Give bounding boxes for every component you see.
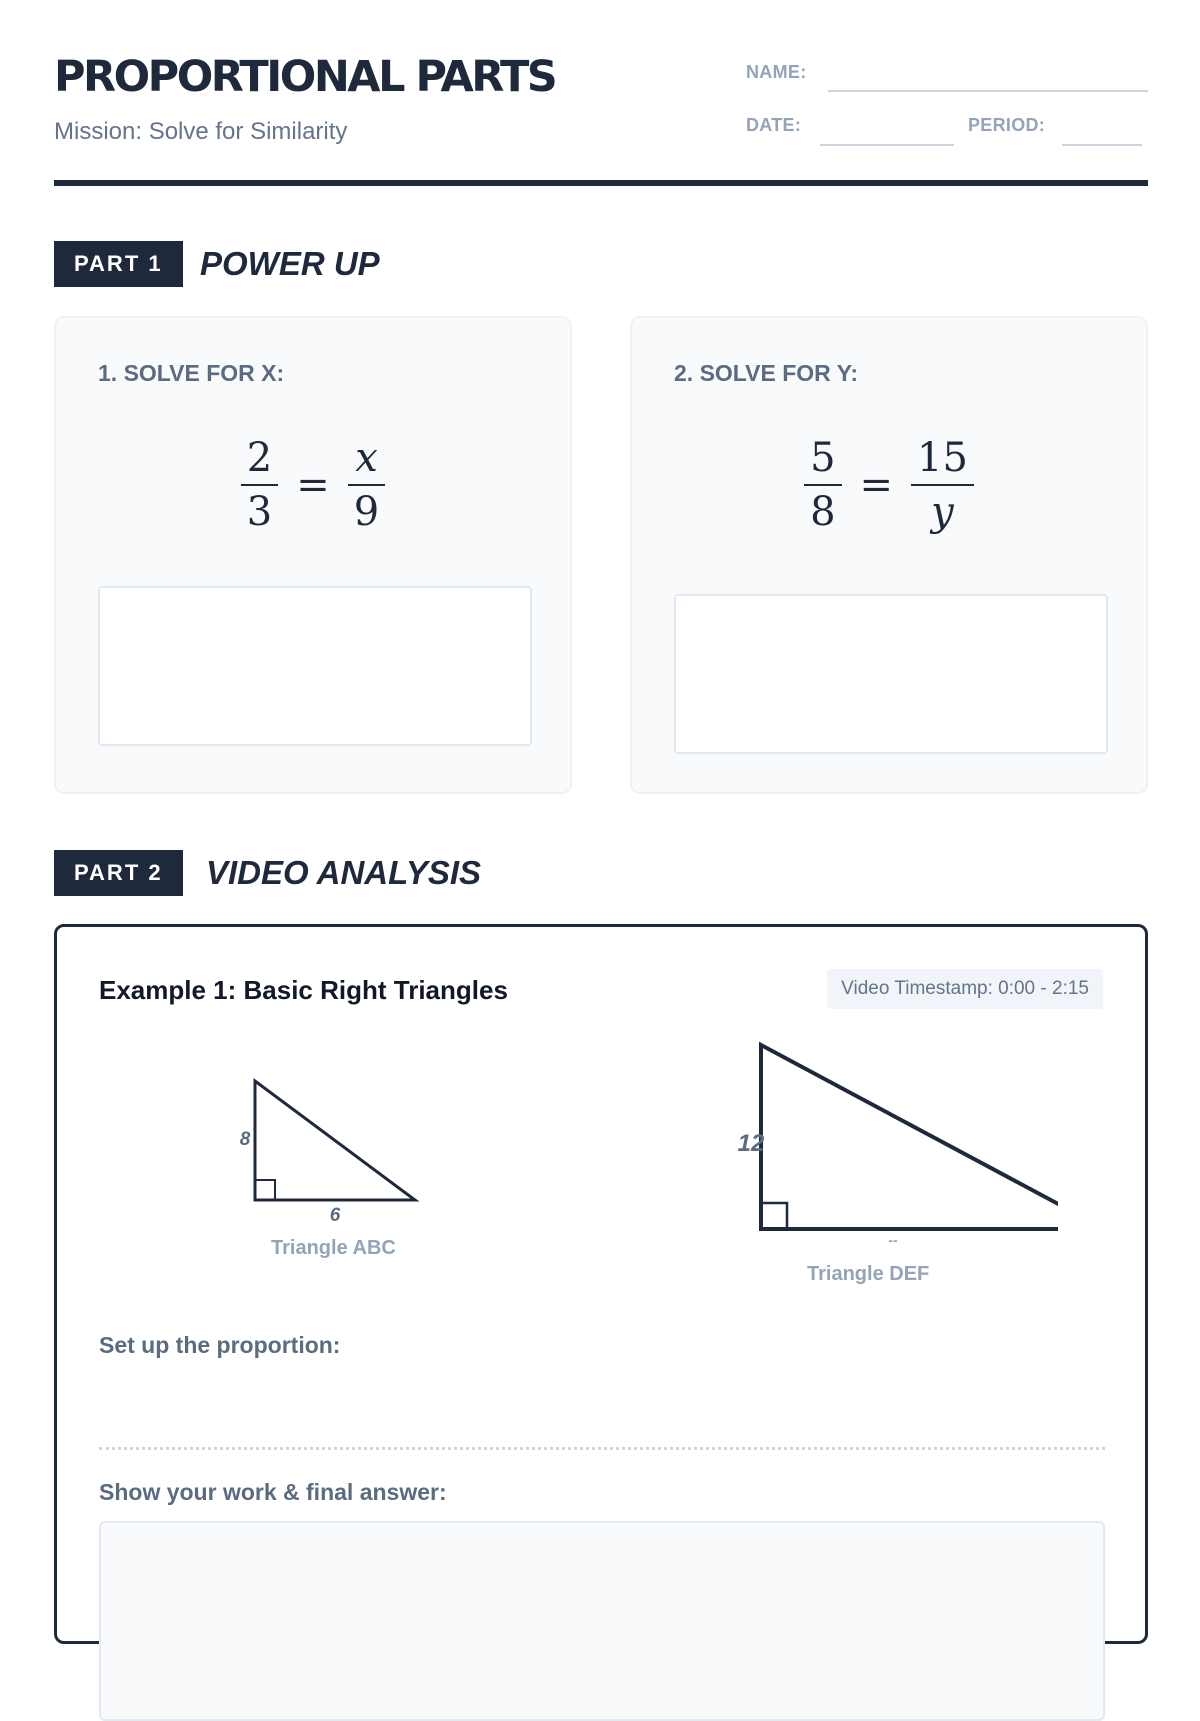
period-label: PERIOD: — [968, 115, 1046, 135]
denominator: 8 — [810, 489, 836, 535]
name-field[interactable] — [828, 90, 1148, 92]
name-label: NAME: — [746, 62, 807, 82]
proportion-equation-2 — [632, 430, 1146, 540]
problem-card-2 — [630, 316, 1148, 794]
problem-card-1 — [54, 316, 572, 794]
fraction-right — [911, 432, 974, 538]
date-field[interactable] — [820, 144, 954, 146]
video-analysis-card — [54, 924, 1148, 1644]
work-label: Show your work & final answer: — [99, 1479, 447, 1505]
denominator: 3 — [246, 489, 273, 535]
triangle-def-caption: Triangle DEF — [807, 1263, 930, 1285]
period-field[interactable] — [1062, 144, 1142, 146]
triangle-def-horizontal-leg-label: -- — [888, 1232, 898, 1248]
part2-badge: PART 2 — [54, 850, 183, 896]
equals-sign: = — [859, 462, 894, 508]
page-subtitle: Mission: Solve for Similarity — [54, 118, 348, 145]
header-divider — [54, 180, 1148, 186]
part1-title: POWER UP — [200, 245, 380, 282]
example-title: Example 1: Basic Right Triangles — [99, 975, 508, 1005]
denominator: y — [931, 489, 954, 535]
proportion-answer-line[interactable] — [99, 1447, 1105, 1450]
numerator: x — [355, 435, 378, 481]
part2-title: VIDEO ANALYSIS — [206, 854, 482, 891]
part1-badge: PART 1 — [54, 241, 183, 287]
equals-sign: = — [296, 462, 330, 508]
problem-2-label: 2. SOLVE FOR Y: — [674, 360, 859, 386]
proportion-label: Set up the proportion: — [99, 1332, 341, 1358]
answer-box-1[interactable] — [98, 586, 532, 746]
numerator: 15 — [917, 435, 968, 481]
work-answer-box[interactable] — [99, 1521, 1105, 1721]
fraction-left — [804, 432, 841, 538]
triangle-def-diagram — [709, 1037, 1059, 1248]
triangle-def-shape — [761, 1045, 1105, 1229]
problem-1-label: 1. SOLVE FOR X: — [98, 360, 285, 386]
answer-box-2[interactable] — [674, 594, 1108, 754]
right-angle-marker — [761, 1203, 787, 1229]
triangle-abc-diagram — [211, 1073, 411, 1226]
triangle-def-vertical-leg-label: 12 — [737, 1130, 765, 1157]
right-angle-marker — [255, 1180, 275, 1200]
numerator: 2 — [246, 435, 273, 481]
numerator: 5 — [810, 435, 836, 481]
fraction-right — [348, 432, 385, 538]
video-timestamp-badge: Video Timestamp: 0:00 - 2:15 — [827, 969, 1103, 1009]
triangle-abc-shape — [255, 1081, 415, 1200]
triangle-abc-caption: Triangle ABC — [271, 1237, 396, 1259]
date-label: DATE: — [746, 115, 802, 135]
page-title: PROPORTIONAL PARTS — [54, 52, 556, 102]
fraction-left — [241, 432, 278, 538]
triangle-abc-vertical-leg-label: 8 — [239, 1129, 251, 1150]
proportion-equation-1 — [56, 430, 570, 540]
denominator: 9 — [353, 489, 380, 535]
triangle-abc-horizontal-leg-label: 6 — [329, 1205, 341, 1226]
